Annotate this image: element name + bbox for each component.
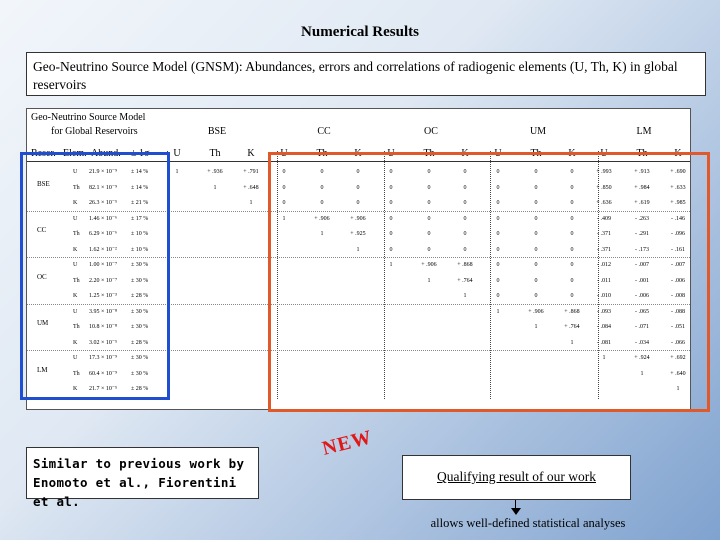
slide-title: Numerical Results bbox=[301, 24, 419, 40]
column-header-um-k: K bbox=[568, 148, 576, 159]
correlation-value: 0 bbox=[463, 246, 467, 253]
abundance-value: 1.25 × 10⁻³ bbox=[89, 293, 117, 299]
previous-work-note-line1: Similar to previous work by bbox=[33, 456, 245, 471]
element-label: Th bbox=[73, 277, 80, 284]
correlation-value: 0 bbox=[570, 200, 574, 206]
correlation-value: + .850 bbox=[596, 184, 612, 191]
correlation-value: 1 bbox=[213, 184, 217, 191]
element-label: K bbox=[73, 246, 78, 253]
correlation-value: 0 bbox=[356, 169, 360, 175]
error-value: ± 17 % bbox=[131, 215, 149, 222]
correlation-value: - .071 bbox=[635, 324, 649, 330]
column-header-um-th: Th bbox=[530, 148, 542, 159]
correlation-value: + .690 bbox=[670, 169, 686, 175]
element-label: U bbox=[73, 215, 78, 222]
correlation-value: 0 bbox=[463, 184, 467, 191]
correlation-value: 0 bbox=[534, 200, 538, 206]
element-label: K bbox=[73, 293, 78, 299]
correlation-value: 0 bbox=[534, 169, 538, 175]
element-label: Th bbox=[73, 370, 80, 377]
qualifying-result-label: Qualifying result of our work bbox=[437, 469, 596, 484]
abundance-value: 2.20 × 10⁻⁷ bbox=[89, 277, 118, 284]
column-header-error: ± 1σ bbox=[131, 148, 150, 159]
column-header-lm-u: U bbox=[600, 148, 608, 159]
correlation-value: 0 bbox=[496, 293, 500, 299]
correlation-value: 0 bbox=[496, 184, 500, 191]
error-value: ± 30 % bbox=[131, 262, 149, 268]
previous-work-note-line2: Enomoto et al., Fiorentini et al. bbox=[33, 475, 237, 509]
correlation-value: 0 bbox=[427, 215, 431, 222]
error-value: ± 14 % bbox=[131, 169, 149, 175]
correlation-value: + .984 bbox=[634, 184, 650, 191]
abundance-value: 10.8 × 10⁻⁸ bbox=[89, 324, 118, 330]
correlation-value: 0 bbox=[463, 169, 467, 175]
element-label: K bbox=[73, 339, 78, 346]
reservoir-label-lm: LM bbox=[37, 365, 48, 374]
correlation-value: + .985 bbox=[670, 200, 686, 206]
correlation-value: 0 bbox=[570, 262, 574, 268]
correlation-value: - .371 bbox=[597, 246, 611, 253]
correlation-value: + .906 bbox=[421, 262, 437, 268]
correlation-value: + .648 bbox=[243, 184, 259, 191]
correlation-value: 0 bbox=[534, 184, 538, 191]
correlation-value: + .936 bbox=[207, 169, 223, 175]
correlation-value: 0 bbox=[534, 246, 538, 253]
correlation-value: - .034 bbox=[635, 339, 649, 346]
column-header-reservoir: Reser. bbox=[31, 148, 56, 159]
correlation-value: + .925 bbox=[350, 231, 366, 237]
correlation-value: - .007 bbox=[671, 262, 685, 268]
abundance-value: 1.62 × 10⁻² bbox=[89, 246, 117, 253]
reservoir-label-bse: BSE bbox=[37, 179, 50, 188]
error-value: ± 30 % bbox=[131, 308, 149, 315]
correlation-value: 0 bbox=[534, 277, 538, 284]
allows-statistical-analyses-text: allows well-defined statistical analyses bbox=[430, 516, 626, 530]
element-label: U bbox=[73, 262, 78, 268]
correlation-value: 1 bbox=[427, 277, 431, 284]
new-result-highlight-frame bbox=[268, 152, 710, 412]
abundance-value: 26.3 × 10⁻⁵ bbox=[89, 200, 118, 206]
element-label: U bbox=[73, 355, 78, 361]
correlation-value: 1 bbox=[175, 169, 179, 175]
correlation-value: 0 bbox=[427, 246, 431, 253]
correlation-value: - .371 bbox=[597, 231, 611, 237]
column-header-lm-th: Th bbox=[636, 148, 648, 159]
group-header-lm: LM bbox=[636, 126, 652, 137]
correlation-value: - .291 bbox=[635, 231, 649, 237]
correlation-value: 0 bbox=[534, 231, 538, 237]
correlation-value: + .868 bbox=[457, 262, 473, 268]
correlation-value: 0 bbox=[427, 184, 431, 191]
correlation-value: 0 bbox=[427, 200, 431, 206]
correlation-value: 0 bbox=[389, 231, 393, 237]
correlation-value: - .010 bbox=[597, 293, 611, 299]
correlation-value: + .906 bbox=[314, 215, 330, 222]
correlation-value: 1 bbox=[320, 231, 324, 237]
abundance-value: 3.95 × 10⁻⁸ bbox=[89, 308, 118, 315]
column-header-bse-u: U bbox=[173, 148, 181, 159]
error-value: ± 10 % bbox=[131, 246, 149, 253]
column-header-element: Elem. bbox=[63, 148, 87, 159]
correlation-value: 1 bbox=[676, 386, 680, 392]
abundance-value: 21.7 × 10⁻⁵ bbox=[89, 386, 118, 392]
reservoir-label-oc: OC bbox=[37, 272, 47, 281]
correlation-value: 1 bbox=[602, 355, 606, 361]
group-header-oc: OC bbox=[424, 126, 438, 137]
correlation-value: 1 bbox=[282, 215, 286, 222]
error-value: ± 28 % bbox=[131, 339, 149, 346]
group-header-bse: BSE bbox=[207, 126, 227, 137]
previous-work-highlight-frame bbox=[20, 152, 170, 400]
correlation-value: + .906 bbox=[350, 215, 366, 222]
correlation-value: + .764 bbox=[457, 277, 473, 284]
subtitle-box: Geo-Neutrino Source Model (GNSM): Abundances, errors and correlations of radiogenic elements (U, Th, K) in global reservoirs bbox=[26, 52, 706, 96]
correlation-value: - .006 bbox=[671, 277, 685, 284]
correlation-value: + .692 bbox=[670, 355, 686, 361]
correlation-value: 0 bbox=[496, 277, 500, 284]
abundance-value: 82.1 × 10⁻⁹ bbox=[89, 184, 118, 191]
correlation-value: 1 bbox=[640, 370, 644, 377]
correlation-value: + .868 bbox=[564, 308, 580, 315]
correlation-value: + .906 bbox=[528, 308, 544, 315]
correlation-value: - .081 bbox=[597, 339, 611, 346]
abundance-value: 1.46 × 10⁻⁶ bbox=[89, 215, 118, 222]
correlation-value: 1 bbox=[570, 339, 574, 346]
column-header-bse-th: Th bbox=[209, 148, 221, 159]
element-label: U bbox=[73, 308, 78, 315]
correlation-value: 0 bbox=[427, 231, 431, 237]
correlation-value: + .764 bbox=[564, 324, 580, 330]
correlation-value: 0 bbox=[496, 246, 500, 253]
correlation-value: - .409 bbox=[597, 215, 611, 222]
error-value: ± 21 % bbox=[131, 200, 149, 206]
new-label: NEW bbox=[319, 426, 375, 460]
reservoir-label-um: UM bbox=[37, 319, 49, 327]
correlation-value: - .008 bbox=[671, 293, 685, 299]
correlation-value: 0 bbox=[534, 293, 538, 299]
correlation-value: 0 bbox=[570, 277, 574, 284]
correlation-value: 0 bbox=[320, 200, 324, 206]
column-header-cc-u: U bbox=[280, 148, 288, 159]
column-header-um-u: U bbox=[494, 148, 502, 159]
column-header-cc-k: K bbox=[354, 148, 362, 159]
error-value: ± 10 % bbox=[131, 231, 149, 237]
arrow-head-icon bbox=[511, 508, 521, 515]
correlation-value: 1 bbox=[496, 308, 500, 315]
table-caption-line2: for Global Reservoirs bbox=[51, 126, 138, 137]
abundance-value: 6.29 × 10⁻⁶ bbox=[89, 231, 118, 237]
correlation-value: 0 bbox=[534, 215, 538, 222]
correlation-value: 0 bbox=[389, 215, 393, 222]
error-value: ± 14 % bbox=[131, 184, 149, 191]
correlation-value: + .619 bbox=[634, 200, 650, 206]
correlation-value: 0 bbox=[496, 262, 500, 268]
correlation-value: 1 bbox=[463, 293, 467, 299]
correlation-value: 0 bbox=[282, 169, 286, 175]
correlation-value: - .096 bbox=[671, 231, 685, 237]
correlation-value: 0 bbox=[496, 200, 500, 206]
correlation-value: + .924 bbox=[634, 355, 650, 361]
correlation-value: 0 bbox=[570, 293, 574, 299]
correlation-value: 0 bbox=[389, 246, 393, 253]
correlation-value: 0 bbox=[570, 169, 574, 175]
correlation-value: - .011 bbox=[597, 277, 611, 284]
correlation-value: - .051 bbox=[671, 324, 685, 330]
column-header-cc-th: Th bbox=[316, 148, 328, 159]
element-label: U bbox=[73, 169, 78, 175]
correlation-value: 1 bbox=[249, 200, 253, 206]
correlation-value: 0 bbox=[463, 231, 467, 237]
abundance-value: 17.3 × 10⁻⁹ bbox=[89, 355, 118, 361]
correlation-value: - .001 bbox=[635, 277, 649, 284]
reservoir-label-cc: CC bbox=[37, 226, 47, 234]
correlation-value: - .066 bbox=[671, 339, 685, 346]
abundance-value: 1.00 × 10⁻⁷ bbox=[89, 262, 118, 268]
correlation-value: + .791 bbox=[243, 169, 259, 175]
correlation-value: 0 bbox=[463, 200, 467, 206]
correlation-value: 0 bbox=[282, 184, 286, 191]
correlation-value: 0 bbox=[389, 184, 393, 191]
element-label: Th bbox=[73, 324, 80, 330]
correlation-value: - .093 bbox=[597, 308, 611, 315]
correlation-value: 0 bbox=[570, 215, 574, 222]
correlation-value: 0 bbox=[570, 231, 574, 237]
correlation-value: 0 bbox=[389, 200, 393, 206]
correlation-value: - .146 bbox=[671, 215, 685, 222]
group-header-um: UM bbox=[529, 126, 547, 137]
previous-work-note bbox=[26, 447, 259, 509]
error-value: ± 30 % bbox=[131, 370, 149, 377]
correlation-value: 0 bbox=[463, 215, 467, 222]
correlation-value: + .913 bbox=[634, 169, 650, 175]
correlation-value: + .993 bbox=[596, 169, 612, 175]
abundance-value: 21.9 × 10⁻⁹ bbox=[89, 169, 118, 175]
column-header-oc-k: K bbox=[461, 148, 469, 159]
element-label: Th bbox=[73, 231, 80, 237]
abundance-value: 60.4 × 10⁻⁹ bbox=[89, 370, 118, 377]
correlation-value: 0 bbox=[282, 200, 286, 206]
group-header-cc: CC bbox=[317, 126, 331, 137]
correlation-value: + .640 bbox=[670, 370, 686, 377]
correlation-value: + .636 bbox=[596, 200, 612, 206]
correlation-value: 1 bbox=[389, 262, 393, 268]
correlation-value: - .006 bbox=[635, 293, 649, 299]
correlation-value: 0 bbox=[496, 215, 500, 222]
correlation-value: 1 bbox=[534, 324, 538, 330]
correlation-value: - .263 bbox=[635, 215, 649, 222]
correlation-value: 0 bbox=[356, 184, 360, 191]
error-value: ± 28 % bbox=[131, 386, 149, 392]
correlation-value: - .173 bbox=[635, 246, 649, 253]
table-caption-line1: Geo-Neutrino Source Model bbox=[31, 112, 146, 123]
correlation-value: 0 bbox=[356, 200, 360, 206]
column-header-abundance: Abund. bbox=[91, 148, 121, 159]
correlation-value: 0 bbox=[570, 246, 574, 253]
correlation-value: - .065 bbox=[635, 308, 649, 315]
correlation-value: - .088 bbox=[671, 308, 685, 315]
error-value: ± 30 % bbox=[131, 277, 149, 284]
correlation-value: - .161 bbox=[671, 246, 685, 253]
column-header-bse-k: K bbox=[247, 148, 255, 159]
correlation-value: 0 bbox=[427, 169, 431, 175]
column-header-lm-k: K bbox=[674, 148, 682, 159]
element-label: K bbox=[73, 386, 78, 392]
error-value: ± 28 % bbox=[131, 293, 149, 299]
correlation-value: 1 bbox=[356, 246, 360, 253]
correlation-value: - .012 bbox=[597, 262, 611, 268]
correlation-value: - .084 bbox=[597, 324, 611, 330]
correlation-value: - .007 bbox=[635, 262, 649, 268]
element-label: K bbox=[73, 200, 78, 206]
correlation-value: + .633 bbox=[670, 184, 686, 191]
correlation-value: 0 bbox=[534, 262, 538, 268]
correlation-value: 0 bbox=[320, 169, 324, 175]
error-value: ± 30 % bbox=[131, 355, 149, 361]
element-label: Th bbox=[73, 184, 80, 191]
correlation-value: 0 bbox=[496, 169, 500, 175]
column-header-oc-th: Th bbox=[423, 148, 435, 159]
qualifying-result-box bbox=[402, 455, 631, 500]
correlation-value: 0 bbox=[320, 184, 324, 191]
error-value: ± 30 % bbox=[131, 324, 149, 330]
correlation-value: 0 bbox=[496, 231, 500, 237]
correlation-value: 0 bbox=[389, 169, 393, 175]
column-header-oc-u: U bbox=[387, 148, 395, 159]
abundance-value: 3.02 × 10⁻⁵ bbox=[89, 339, 118, 346]
correlation-value: 0 bbox=[570, 184, 574, 191]
